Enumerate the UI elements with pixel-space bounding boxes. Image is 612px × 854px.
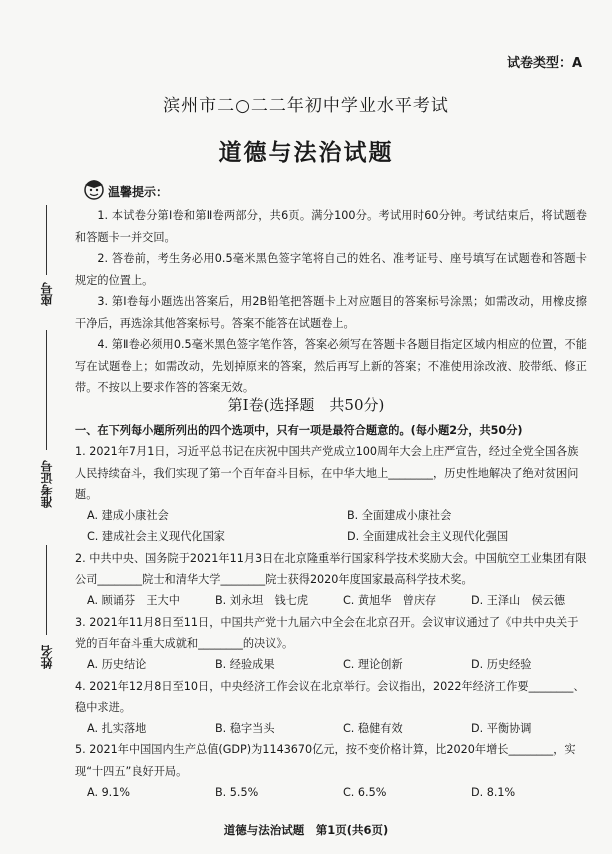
option-3d: D. 历史经验 bbox=[471, 658, 532, 672]
seat-label: 座号 bbox=[40, 282, 54, 306]
section-title: 第Ⅰ卷(选择题 共50分) bbox=[227, 396, 385, 414]
tip-3: 3. 第Ⅰ卷每小题选出答案后，用2B铅笔把答题卡上对应题目的答案标号涂黑；如需改动，用橡皮擦干净后，再选涂其他答案标号。答案不能答在试题卷上。 bbox=[75, 295, 587, 330]
smiley-icon bbox=[80, 176, 106, 200]
option-4a: A. 扎实落地 bbox=[87, 722, 147, 736]
option-3a: A. 历史结论 bbox=[87, 658, 147, 672]
option-5c: C. 6.5% bbox=[343, 786, 387, 800]
question-5: 5. 2021年中国国内生产总值(GDP)为1143670亿元，按不变价格计算，比2020年增长________，实现“十四五”良好开局。 bbox=[75, 743, 576, 778]
question-1: 1. 2021年7月1日，习近平总书记在庆祝中国共产党成立100周年大会上庄严宣告，经过全党全国各族人民持续奋斗，我们实现了第一个百年奋斗目标，在中华大地上________，历史性地解决了绝对贫困问题。 bbox=[75, 445, 579, 501]
options-2 bbox=[75, 590, 587, 611]
option-1c: C. 建成社会主义现代化国家 bbox=[87, 530, 225, 544]
options-5 bbox=[75, 782, 587, 803]
exam-id-label: 准考证号 bbox=[40, 460, 54, 508]
option-4c: C. 稳健有效 bbox=[343, 722, 403, 736]
question-2: 2. 中共中央、国务院于2021年11月3日在北京隆重举行国家科学技术奖励大会。中国航空工业集团有限公司________院士和清华大学________院士获得2020年度国家最高科学技术奖。 bbox=[75, 551, 587, 587]
exam-id-line bbox=[46, 330, 47, 450]
tip-4: 4. 第Ⅱ卷必须用0.5毫米黑色签字笔作答，答案必须写在答题卡各题目指定区域内相应的位置，不能写在试题卷上；如需改动，先划掉原来的答案，然后再写上新的答案；不准使用涂改液、胶带纸、修正带。不按以上要求作答的答案无效。 bbox=[75, 338, 587, 394]
subject-title: 道德与法治试题 bbox=[218, 140, 394, 166]
questions-block bbox=[75, 420, 587, 803]
options-4 bbox=[75, 718, 587, 739]
options-3 bbox=[75, 654, 587, 675]
name-label: 姓名 bbox=[40, 645, 54, 669]
option-1b: B. 全面建成小康社会 bbox=[347, 509, 452, 523]
seat-line bbox=[46, 205, 47, 275]
option-2d: D. 王泽山 侯云德 bbox=[471, 594, 566, 608]
tips-label: 温馨提示： bbox=[108, 185, 169, 199]
tips-block bbox=[75, 205, 587, 399]
option-1a: A. 建成小康社会 bbox=[87, 509, 169, 523]
option-5d: D. 8.1% bbox=[471, 786, 516, 800]
option-2b: B. 刘永坦 钱七虎 bbox=[215, 594, 309, 608]
option-3b: B. 经验成果 bbox=[215, 658, 275, 672]
option-5b: B. 5.5% bbox=[215, 786, 259, 800]
option-4d: D. 平衡协调 bbox=[471, 722, 532, 736]
question-3: 3. 2021年11月8日至11日，中国共产党十九届六中全会在北京召开。会议审议通过了《中共中央关于党的百年奋斗重大成就和________的决议》。 bbox=[75, 615, 579, 650]
page-footer: 道德与法治试题 第1页(共6页) bbox=[223, 823, 389, 837]
option-1d: D. 全面建成社会主义现代化强国 bbox=[347, 530, 509, 544]
tip-2: 2. 答卷前，考生务必用0.5毫米黑色签字笔将自己的姓名、准考证号、座号填写在试题卷和答题卡规定的位置上。 bbox=[75, 252, 587, 287]
question-4: 4. 2021年12月8日至10日，中央经济工作会议在北京举行。会议指出，2022年经济工作要________、稳中求进。 bbox=[75, 679, 585, 714]
option-4b: B. 稳字当头 bbox=[215, 722, 275, 736]
option-2a: A. 顾诵芬 王大中 bbox=[87, 594, 180, 608]
options-1-row2 bbox=[75, 526, 587, 547]
exam-title: 滨州市二○二二年初中学业水平考试 bbox=[163, 96, 449, 116]
option-5a: A. 9.1% bbox=[87, 786, 130, 800]
name-line bbox=[46, 545, 47, 635]
part-intro: 一、在下列每小题所列出的四个选项中，只有一项是最符合题意的。(每小题2分，共50分) bbox=[75, 424, 523, 437]
options-1 bbox=[75, 505, 587, 526]
option-3c: C. 理论创新 bbox=[343, 658, 403, 672]
tip-1: 1. 本试卷分第Ⅰ卷和第Ⅱ卷两部分，共6页。满分100分。考试用时60分钟。考试结束后，将试题卷和答题卡一并交回。 bbox=[75, 209, 587, 244]
option-2c: C. 黄旭华 曾庆存 bbox=[343, 594, 437, 608]
exam-type: 试卷类型：A bbox=[506, 56, 582, 71]
